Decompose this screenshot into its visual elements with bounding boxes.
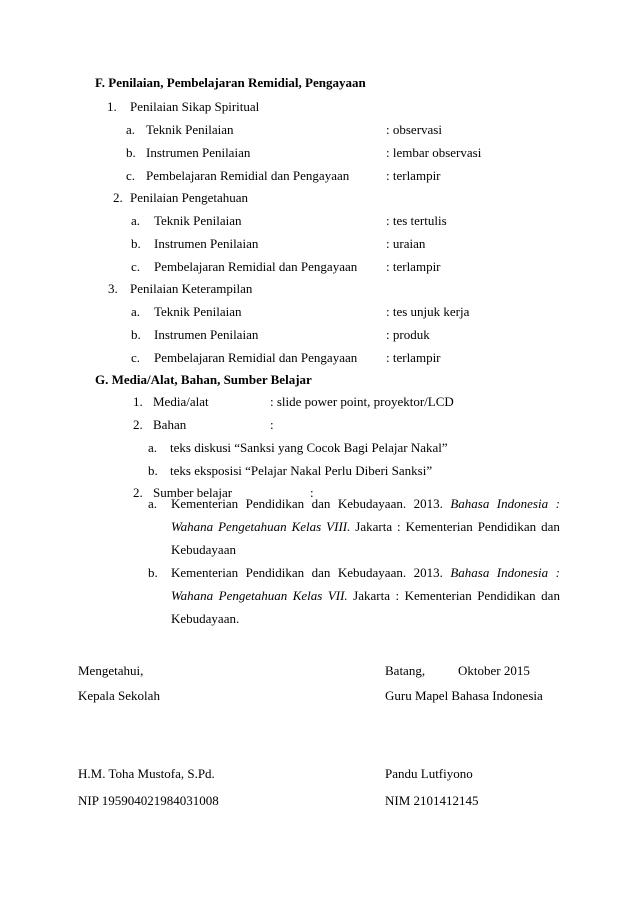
row-value: : observasi xyxy=(386,122,442,137)
sign-left-role: Kepala Sekolah xyxy=(78,688,160,703)
ref-word: Kelas xyxy=(292,588,323,603)
ref-word: dan xyxy=(311,565,331,580)
ref-word: VII. xyxy=(327,588,348,603)
ref-word: Bahasa xyxy=(450,496,490,511)
row-letter: a. xyxy=(131,213,141,228)
sign-left-line1: Mengetahui, xyxy=(78,663,144,678)
sign-left-name: H.M. Toha Mustofa, S.Pd. xyxy=(78,766,215,781)
row-letter: b. xyxy=(131,327,141,342)
row-value: : terlampir xyxy=(386,350,441,365)
row-letter: c. xyxy=(131,350,141,365)
row-label: Pembelajaran Remidial dan Pengayaan xyxy=(154,259,358,274)
ref-word: dan xyxy=(541,588,560,603)
sumber-colon: : xyxy=(310,485,314,500)
row-label: Instrumen Penilaian xyxy=(146,145,251,160)
row-value: : terlampir xyxy=(386,259,441,274)
sign-right-name: Pandu Lutfiyono xyxy=(385,766,473,781)
ref-word: : xyxy=(397,519,401,534)
bahan-item: teks eksposisi “Pelajar Nakal Perlu Diberi Sanksi” xyxy=(170,463,433,478)
ref-word: Pendidikan xyxy=(245,496,305,511)
row-value: : tes unjuk kerja xyxy=(386,304,470,319)
section-f-title: F. Penilaian, Pembelajaran Remidial, Pengayaan xyxy=(95,75,366,90)
row-value: : terlampir xyxy=(386,168,441,183)
item-label: Penilaian Keterampilan xyxy=(130,281,253,296)
ref-word: : xyxy=(395,588,400,603)
reference-line xyxy=(171,588,560,604)
row-letter: b. xyxy=(126,145,136,160)
item-number: 1. xyxy=(133,394,143,409)
ref-word: Pengetahuan xyxy=(218,588,288,603)
reference-line: Kebudayaan xyxy=(171,542,236,557)
item-label: Penilaian Sikap Spiritual xyxy=(130,99,260,114)
row-letter: a. xyxy=(148,496,158,511)
sign-right-role: Guru Mapel Bahasa Indonesia xyxy=(385,688,543,703)
ref-word: Jakarta xyxy=(353,588,390,603)
ref-word: Bahasa xyxy=(450,565,490,580)
sumber-label: Sumber belajar xyxy=(153,485,233,500)
ref-word: Wahana xyxy=(171,588,214,603)
bahan-label: Bahan xyxy=(153,417,187,432)
ref-word: Pendidikan xyxy=(245,565,305,580)
row-label: Teknik Penilaian xyxy=(154,304,242,319)
sign-left-id: NIP 195904021984031008 xyxy=(78,793,219,808)
item-number: 1. xyxy=(107,99,117,114)
reference-line xyxy=(171,565,560,581)
row-label: Teknik Penilaian xyxy=(146,122,234,137)
sign-date: Oktober 2015 xyxy=(458,663,530,678)
ref-word: dan xyxy=(311,496,331,511)
row-letter: b. xyxy=(131,236,141,251)
ref-word: : xyxy=(555,496,560,511)
sign-right-id: NIM 2101412145 xyxy=(385,793,479,808)
ref-word: Kementerian xyxy=(171,496,239,511)
ref-word: Jakarta xyxy=(355,519,393,534)
ref-word: Wahana xyxy=(171,519,214,534)
sign-place: Batang, xyxy=(385,663,426,678)
row-value: : uraian xyxy=(386,236,426,251)
ref-word: Pengetahuan xyxy=(218,519,287,534)
item-number: 2. xyxy=(133,485,143,500)
reference-line: Kebudayaan. xyxy=(171,611,240,626)
ref-word: Kementerian xyxy=(404,588,472,603)
ref-word: dan xyxy=(541,519,560,534)
row-value: : produk xyxy=(386,327,430,342)
row-label: Pembelajaran Remidial dan Pengayaan xyxy=(154,350,358,365)
row-letter: a. xyxy=(126,122,136,137)
ref-word: : xyxy=(555,565,560,580)
bahan-colon: : xyxy=(270,417,274,432)
ref-word: Kementerian xyxy=(405,519,473,534)
row-letter: a. xyxy=(131,304,141,319)
item-label: Penilaian Pengetahuan xyxy=(130,190,249,205)
row-label: Teknik Penilaian xyxy=(154,213,242,228)
item-number: 2. xyxy=(113,190,123,205)
item-number: 3. xyxy=(108,281,118,296)
row-letter: b. xyxy=(148,463,158,478)
ref-word: Indonesia xyxy=(496,496,549,511)
media-label: Media/alat xyxy=(153,394,209,409)
ref-word: VIII. xyxy=(326,519,351,534)
row-value: : lembar observasi xyxy=(386,145,482,160)
ref-word: Pendidikan xyxy=(477,519,537,534)
row-letter: b. xyxy=(148,565,158,580)
row-letter: a. xyxy=(148,440,158,455)
row-letter: c. xyxy=(126,168,136,183)
ref-word: 2013. xyxy=(413,496,443,511)
ref-word: 2013. xyxy=(413,565,443,580)
row-label: Pembelajaran Remidial dan Pengayaan xyxy=(146,168,350,183)
ref-word: Indonesia xyxy=(496,565,549,580)
reference-line xyxy=(171,496,560,512)
row-letter: c. xyxy=(131,259,141,274)
row-label: Instrumen Penilaian xyxy=(154,236,259,251)
ref-word: Kebudayaan. xyxy=(337,565,407,580)
row-value: : tes tertulis xyxy=(386,213,447,228)
row-label: Instrumen Penilaian xyxy=(154,327,259,342)
ref-word: Kebudayaan. xyxy=(337,496,407,511)
item-number: 2. xyxy=(133,417,143,432)
section-g-title: G. Media/Alat, Bahan, Sumber Belajar xyxy=(95,372,312,387)
media-value: : slide power point, proyektor/LCD xyxy=(270,394,454,409)
ref-word: Kelas xyxy=(291,519,322,534)
reference-line xyxy=(171,519,560,535)
ref-word: Kementerian xyxy=(171,565,239,580)
ref-word: Pendidikan xyxy=(477,588,536,603)
bahan-item: teks diskusi “Sanksi yang Cocok Bagi Pelajar Nakal” xyxy=(170,440,448,455)
